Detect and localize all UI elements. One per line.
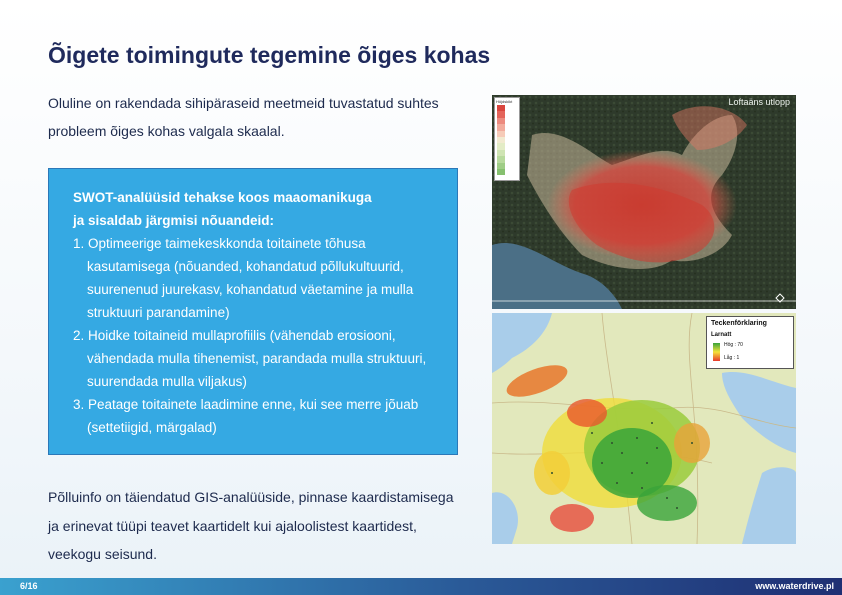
swot-item: [73, 393, 441, 439]
page-number: 6/16: [20, 581, 38, 591]
slide-title: Õigete toimingute tegemine õiges kohas: [48, 42, 491, 68]
gis-legend: [706, 316, 794, 369]
gis-legend-title: Teckenförklaring: [711, 320, 767, 327]
swot-box: [48, 168, 458, 455]
gis-analysis-map: [492, 313, 796, 544]
erosion-satellite-map: [492, 95, 796, 309]
swot-item-line: suurendada mulla viljakus): [87, 374, 247, 389]
bottom-line: veekogu seisund.: [48, 546, 157, 562]
swot-item-line: suurenenud juurekasv, kohandatud väetamine ja mulla: [87, 282, 414, 297]
footer-bar: [0, 578, 842, 595]
height-legend: [494, 97, 520, 181]
swot-item: [73, 324, 441, 393]
low-zone: [567, 399, 607, 427]
gis-legend-gradient: [713, 343, 720, 361]
gis-legend-low: Låg : 1: [724, 355, 740, 361]
bottom-line: ja erinevat tüüpi teavet kaartidelt kui ajaloolistest kaartidest,: [48, 517, 417, 534]
swot-item-line: 3. Peatage toitainete laadimine enne, kui see merre jõuab: [73, 397, 419, 412]
satellite-map-graphic: [492, 95, 796, 309]
swot-list: [73, 232, 441, 439]
legend-swatch: [497, 169, 505, 175]
gis-legend-subtitle: Larnatt: [711, 332, 732, 338]
swot-item-line: kasutamisega (nõuanded, kohandatud põllukultuurid,: [87, 259, 404, 274]
swot-item-line: struktuuri parandamine): [87, 305, 230, 320]
swot-item-line: 2. Hoidke toitaineid mullaprofiilis (vähendab erosiooni,: [73, 328, 396, 343]
swot-heading-line: SWOT-analüüsid tehakse koos maaomanikuga: [73, 190, 372, 205]
intro-line: Oluline on rakendada sihipäraseid meetmeid tuvastatud suhtes: [48, 95, 439, 111]
height-legend-title: Höjdskikt: [496, 99, 513, 104]
bottom-line: Põlluinfo on täiendatud GIS-analüüside, pinnase kaardistamisega: [48, 489, 454, 505]
swot-item: [73, 232, 441, 324]
bottom-text: [48, 483, 458, 569]
swot-heading: [73, 187, 441, 232]
gis-legend-high: Hög : 70: [724, 342, 743, 348]
swot-heading-line: ja sisaldab järgmisi nõuandeid:: [73, 212, 275, 228]
website-link[interactable]: www.waterdrive.pl: [755, 581, 834, 591]
swot-item-line: vähendada mulla tihenemist, parandada mulla struktuuri,: [87, 351, 427, 366]
high-zone: [637, 485, 697, 521]
intro-line: probleem õiges kohas valgala skaalal.: [48, 123, 285, 139]
intro-text: [48, 89, 458, 145]
map-location-label: Loftaäns utlopp: [728, 97, 790, 107]
swot-item-line: (settetiigid, märgalad): [87, 420, 217, 435]
low-zone: [550, 504, 594, 532]
swot-item-line: 1. Optimeerige taimekeskkonda toitainete tõhusa: [73, 236, 366, 251]
